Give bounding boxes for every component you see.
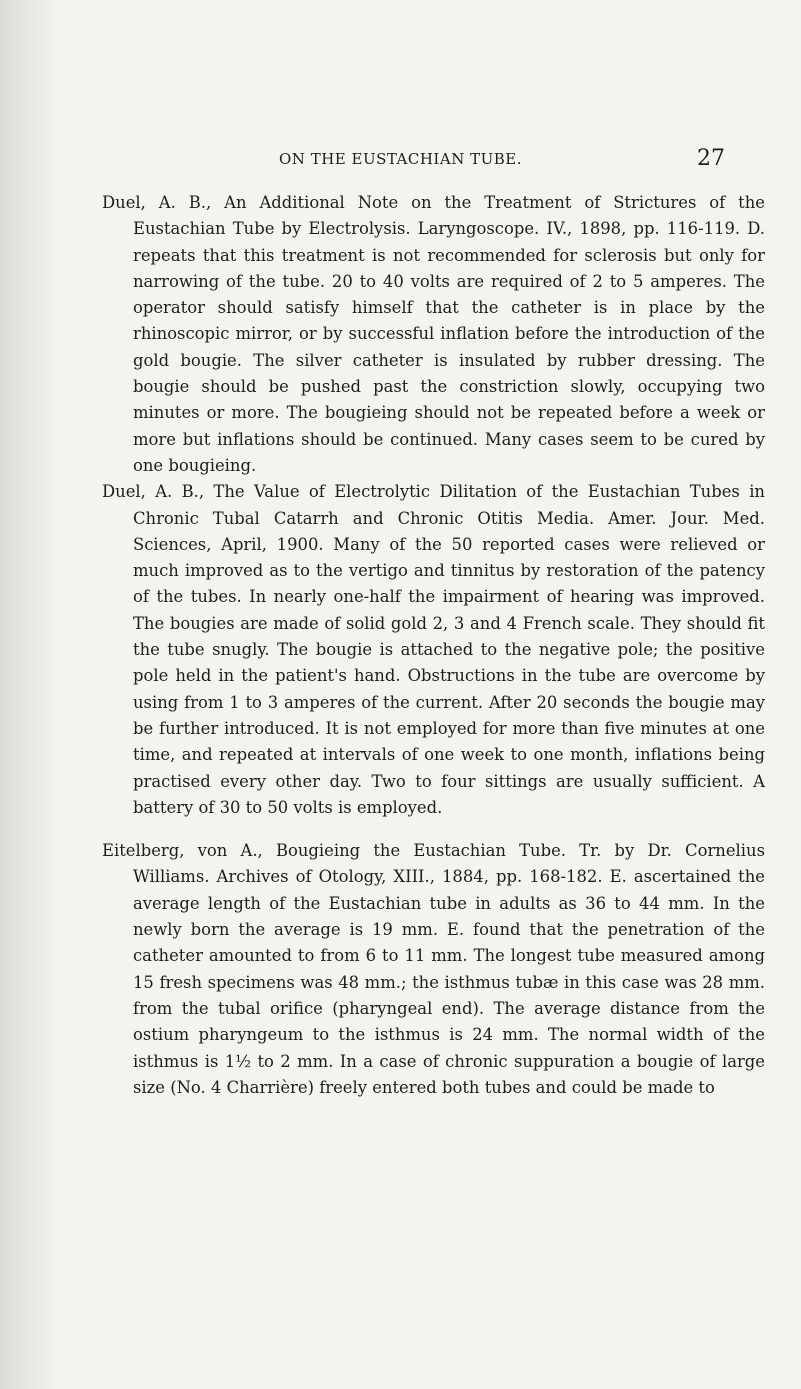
running-title: ON THE EUSTACHIAN TUBE. bbox=[279, 150, 522, 168]
bibliography-body bbox=[0, 190, 801, 1101]
bibliography-entry-duel-1898: Duel, A. B., An Additional Note on the Treatment of Strictures of the Eustachian Tube by Electrolysis. Laryngoscope. IV., 1898, pp. 116-119. D. repeats that this treatment is not recommended for sclerosis but only for narrowing of the tube. 20 to 40 volts are required of 2 to 5 amperes. The operator should satisfy himself that the catheter is in place by the rhinoscopic mirror, or by successful inflation before the introduction of the gold bougie. The silver catheter is insulated by rubber dressing. The bougie should be pushed past the constriction slowly, occupying two minutes or more. The bougieing should not be repeated before a week or more but inflations should be continued. Many cases seem to be cured by one bougieing. bbox=[102, 193, 765, 475]
page-number: 27 bbox=[697, 146, 725, 171]
running-head bbox=[0, 146, 801, 176]
bibliography-entry-duel-1900: Duel, A. B., The Value of Electrolytic Dilitation of the Eustachian Tubes in Chronic Tubal Catarrh and Chronic Otitis Media. Amer. Jour. Med. Sciences, April, 1900. Many of the 50 reported cases were relieved or much improved as to the vertigo and tinnitus by restoration of the patency of the tubes. In nearly one-half the impairment of hearing was improved. The bougies are made of solid gold 2, 3 and 4 French scale. They should fit the tube snugly. The bougie is attached to the negative pole; the positive pole held in the patient's hand. Obstructions in the tube are overcome by using from 1 to 3 amperes of the current. After 20 seconds the bougie may be further introduced. It is not employed for more than five minutes at one time, and repeated at intervals of one week to one month, inflations being practised every other day. Two to four sittings are usually sufficient. A battery of 30 to 50 volts is employed. bbox=[102, 482, 765, 817]
bibliography-entry-eitelberg-1884: Eitelberg, von A., Bougieing the Eustachian Tube. Tr. by Dr. Cornelius Williams. Archives of Otology, XIII., 1884, pp. 168-182. E. ascertained the average length of the Eustachian tube in adults as 36 to 44 mm. In the newly born the average is 19 mm. E. found that the penetration of the catheter amounted to from 6 to 11 mm. The longest tube measured among 15 fresh specimens was 48 mm.; the isthmus tubæ in this case was 28 mm. from the tubal orifice (pharyngeal end). The average distance from the ostium pharyngeum to the isthmus is 24 mm. The normal width of the isthmus is 1½ to 2 mm. In a case of chronic suppuration a bougie of large size (No. 4 Charrière) freely entered both tubes and could be made to bbox=[102, 841, 765, 1097]
